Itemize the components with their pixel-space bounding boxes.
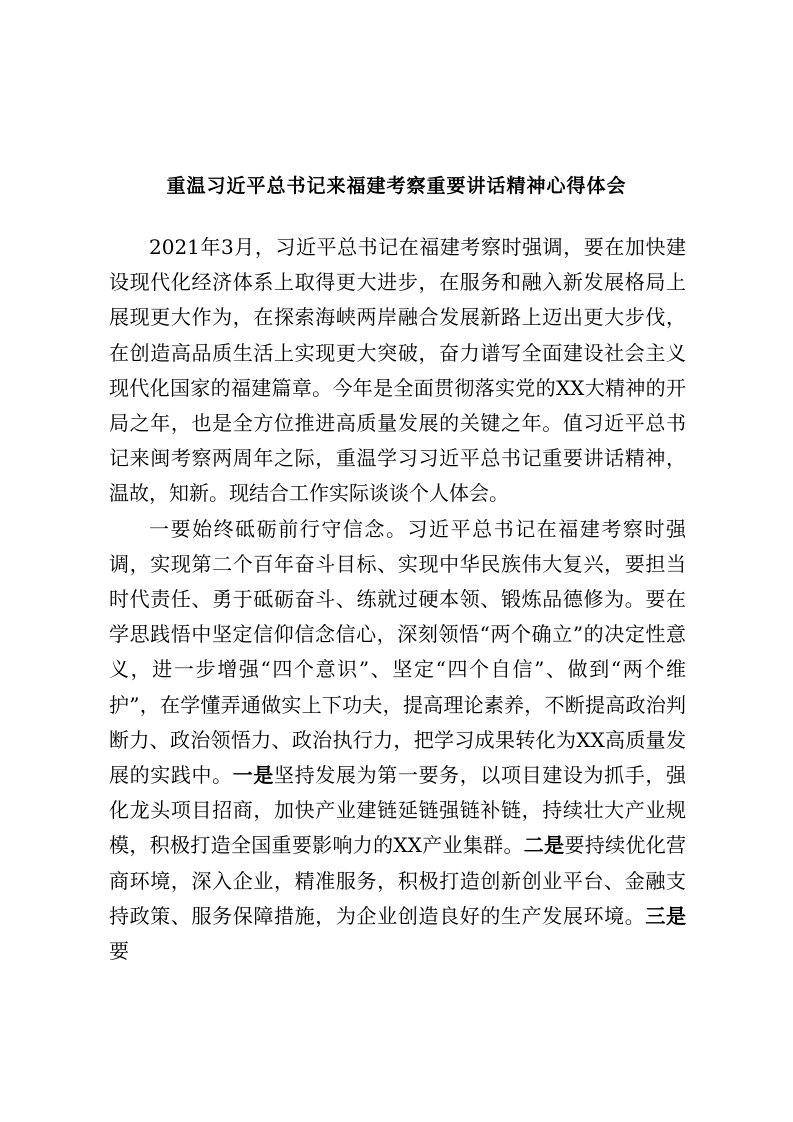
point-two-label: 二是 xyxy=(523,833,565,858)
document-body xyxy=(109,230,686,969)
paragraph-point-one xyxy=(109,512,686,970)
point-three-text: 要 xyxy=(109,939,129,964)
paragraph-lead-text: 一要始终砥砺前行守信念。习近平总书记在福建考察时强调，实现第二个百年奋斗目标、实现中华民族伟大复兴，要担当时代责任、勇于砥砺奋斗、练就过硬本领、锻炼品德修为。要在学思践悟中坚定信仰信念信心，深刻领悟“两个确立”的决定性意义，进一步增强“四个意识”、坚定“四个自信”、做到“两个维护”，在学懂弄通做实上下功夫，提高理论素养，不断提高政治判断力、政治领悟力、政治执行力，把学习成果转化为XX高质量发展的实践中。 xyxy=(109,516,686,788)
point-two-text: 要持续优化营商环境，深入企业，精准服务，积极打造创新创业平台、金融支持政策、服务保障措施，为企业创造良好的生产发展环境。 xyxy=(109,833,687,928)
paragraph-intro: 2021年3月，习近平总书记在福建考察时强调，要在加快建设现代化经济体系上取得更大进步，在服务和融入新发展格局上展现更大作为，在探索海峡两岸融合发展新路上迈出更大步伐，在创造高品质生活上实现更大突破，奋力谱写全面建设社会主义现代化国家的福建篇章。今年是全面贯彻落实党的XX大精神的开局之年，也是全方位推进高质量发展的关键之年。值习近平总书记来闽考察两周年之际，重温学习习近平总书记重要讲话精神，温故，知新。现结合工作实际谈谈个人体会。 xyxy=(109,235,686,506)
document-title: 重温习近平总书记来福建考察重要讲话精神心得体会 xyxy=(166,175,627,197)
point-one-label: 一是 xyxy=(232,763,275,788)
point-one-text: 坚持发展为第一要务，以项目建设为抓手，强化龙头项目招商，加快产业建链延链强链补链，持续壮大产业规模，积极打造全国重要影响力的XX产业集群。 xyxy=(109,763,687,858)
point-three-label: 三是 xyxy=(645,903,687,928)
